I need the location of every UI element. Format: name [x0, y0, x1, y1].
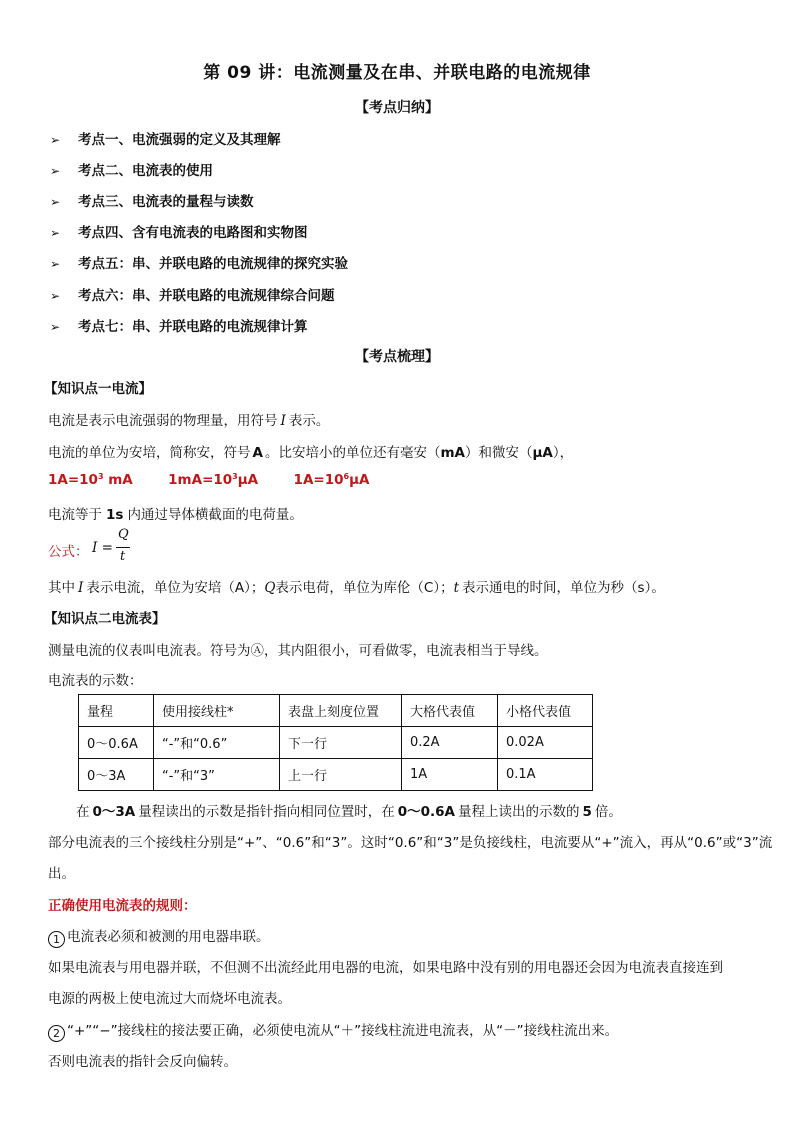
- arrow-bullet-icon: ➢: [50, 226, 61, 240]
- formula-denominator: t: [120, 549, 126, 564]
- current-charge-relation: 电流等于 1s 内通过导体横截面的电荷量。: [48, 507, 303, 523]
- terminals-description-line-2: 出。: [48, 866, 75, 882]
- current-definition: 电流是表示电流强弱的物理量，用符号 I 表示。: [48, 413, 330, 429]
- arrow-bullet-icon: ➢: [50, 195, 61, 209]
- ammeter-range-table: [78, 694, 593, 791]
- formula-label: 公式：: [48, 544, 89, 560]
- conversion-a-to-ua: $1A=10^6\mu A$: [293, 472, 370, 488]
- rule-2-explanation: 否则电流表的指针会反向偏转。: [48, 1054, 237, 1070]
- arrow-bullet-icon: ➢: [50, 164, 61, 178]
- page-title: 第 09 讲：电流测量及在串、并联电路的电流规律: [203, 63, 591, 83]
- rule-1: 1 电流表必须和被测的用电器串联。: [48, 925, 270, 948]
- arrow-bullet-icon: ➢: [50, 133, 61, 147]
- fraction-bar: [116, 547, 130, 548]
- table-header-cell: 表盘上刻度位置: [280, 695, 402, 727]
- circled-number-icon: 1: [48, 931, 65, 948]
- conversion-a-to-ma: $1A=10^3$ mA: [48, 472, 133, 488]
- key-point-item: ➢ 考点七：串、并联电路的电流规律计算: [50, 319, 308, 335]
- rule-2: 2 “+”“−”接线柱的接法要正确，必须使电流从“＋”接线柱流进电流表，从“－”接线柱流出来。: [48, 1019, 618, 1042]
- table-cell: 0.1A: [498, 759, 593, 791]
- conversion-ma-to-ua: $1mA=10^3\mu A$: [168, 472, 259, 488]
- table-cell: 下一行: [280, 727, 402, 759]
- unit-conversions: [48, 472, 369, 488]
- table-cell: 0.2A: [402, 727, 498, 759]
- arrow-bullet-icon: ➢: [50, 320, 61, 334]
- table-cell: “-”和“0.6”: [154, 727, 280, 759]
- rule-1-explanation-line-2: 电源的两极上使电流过大而烧坏电流表。: [48, 991, 291, 1007]
- table-cell: 0～0.6A: [79, 727, 154, 759]
- current-units: 电流的单位为安培，简称安，符号 A 。比安培小的单位还有毫安（mA）和微安（μA），: [48, 445, 574, 461]
- formula-lhs: I =: [92, 540, 113, 556]
- review-heading: 【考点梳理】: [355, 349, 439, 365]
- formula-explanation: 其中 I 表示电流，单位为安培（A）；Q表示电荷，单位为库伦（C）；t 表示通电的时间，单位为秒（s）。: [48, 580, 665, 596]
- table-cell: 0～3A: [79, 759, 154, 791]
- table-cell: “-”和“3”: [154, 759, 280, 791]
- key-point-item: ➢ 考点四、含有电流表的电路图和实物图: [50, 225, 308, 241]
- table-cell: 1A: [402, 759, 498, 791]
- rule-1-explanation-line-1: 如果电流表与用电器并联，不但测不出流经此用电器的电流，如果电路中没有别的用电器还会因为电流表直接连到: [48, 960, 723, 976]
- key-point-item: ➢ 考点五：串、并联电路的电流规律的探究实验: [50, 256, 348, 272]
- range-ratio-note: 在 0～3A 量程读出的示数是指针指向相同位置时，在 0～0.6A 量程上读出的示数的 5 倍。: [76, 804, 622, 820]
- table-header-cell: 量程: [79, 695, 154, 727]
- table-row: [79, 727, 593, 759]
- usage-rules-heading: 正确使用电流表的规则：: [48, 898, 197, 914]
- knowledge-point-2-heading: 【知识点二电流表】: [44, 611, 166, 627]
- table-cell: 0.02A: [498, 727, 593, 759]
- table-row: [79, 759, 593, 791]
- key-point-item: ➢ 考点二、电流表的使用: [50, 163, 213, 179]
- table-header-cell: 大格代表值: [402, 695, 498, 727]
- arrow-bullet-icon: ➢: [50, 289, 61, 303]
- ammeter-reading-label: 电流表的示数：: [48, 673, 143, 689]
- key-point-item: ➢ 考点三、电流表的量程与读数: [50, 194, 254, 210]
- ammeter-definition: 测量电流的仪表叫电流表。符号为Ⓐ，其内阻很小，可看做零，电流表相当于导线。: [48, 643, 548, 659]
- formula-numerator: Q: [118, 527, 129, 542]
- arrow-bullet-icon: ➢: [50, 257, 61, 271]
- circled-number-icon: 2: [48, 1025, 65, 1042]
- knowledge-point-1-heading: 【知识点一电流】: [44, 381, 152, 397]
- table-header-cell: 小格代表值: [498, 695, 593, 727]
- key-point-item: ➢ 考点六：串、并联电路的电流规律综合问题: [50, 288, 335, 304]
- table-cell: 上一行: [280, 759, 402, 791]
- table-header-cell: 使用接线柱*: [154, 695, 280, 727]
- key-point-item: ➢ 考点一、电流强弱的定义及其理解: [50, 132, 281, 148]
- table-header-row: [79, 695, 593, 727]
- summary-heading: 【考点归纳】: [355, 100, 439, 116]
- terminals-description-line-1: 部分电流表的三个接线柱分别是“+”、“0.6”和“3”。这时“0.6”和“3”是负接线柱，电流要从“+”流入，再从“0.6”或“3”流: [48, 835, 773, 851]
